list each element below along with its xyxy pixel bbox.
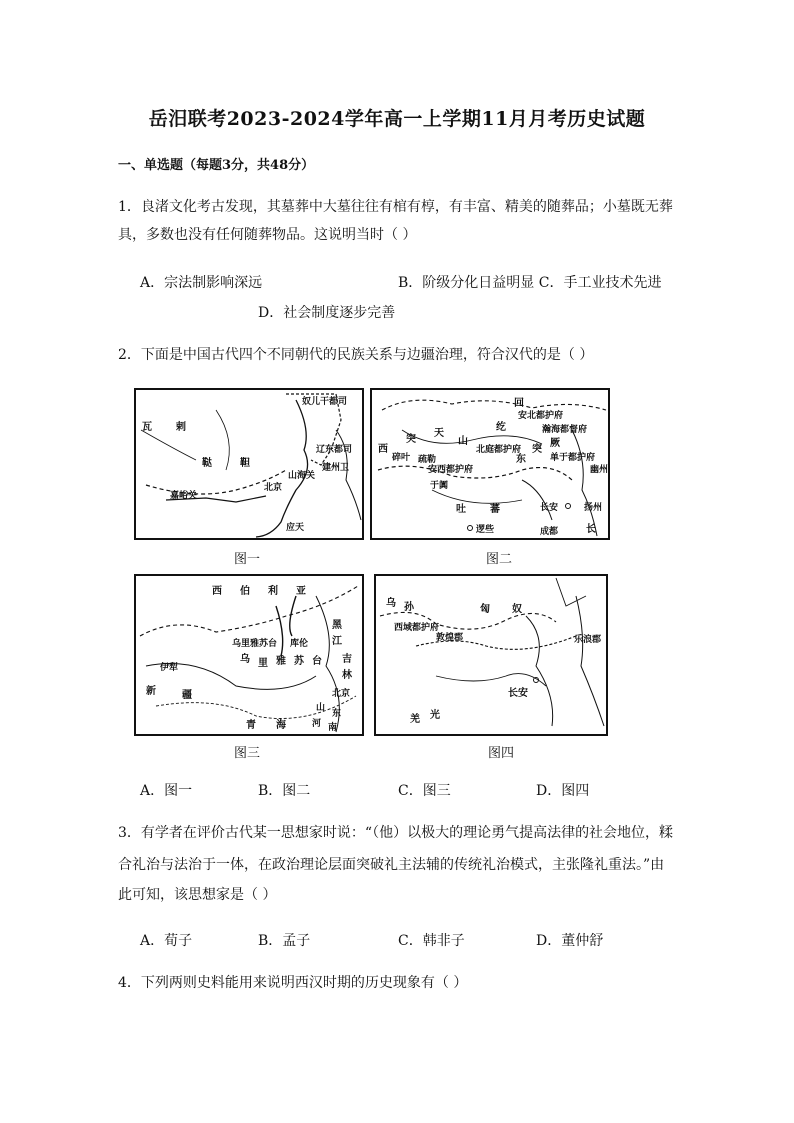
map-4-caption: 图四 <box>488 746 515 761</box>
map4-label-5: 敦煌郡 <box>436 633 464 643</box>
q2-option-b[interactable]: B．图二 <box>258 783 311 799</box>
q2-option-d[interactable]: D．图四 <box>536 783 590 799</box>
map1-label-1: 瓦 <box>142 422 152 433</box>
map-figure-1 <box>134 388 364 540</box>
map3-label-7: 雅 <box>276 656 286 667</box>
map1-label-7: 嘉峪关 <box>170 491 198 501</box>
map2-label-9: 东 <box>516 454 526 465</box>
map-1-caption: 图一 <box>234 552 261 567</box>
q3-option-c[interactable]: C．韩非子 <box>398 933 465 949</box>
map3-label-17: 江 <box>332 636 342 647</box>
map2-label-22: 成都 <box>540 527 559 537</box>
map3-label-5: 乌 <box>240 654 250 665</box>
map4-label-0: 乌 <box>386 598 396 609</box>
q1-stem-line2: 具，多数也没有任何随葬物品。这说明当时（ ） <box>118 227 417 243</box>
map3-label-24: 南 <box>328 723 338 733</box>
q1-option-a[interactable]: A．宗法制影响深远 <box>140 275 263 291</box>
map4-label-3: 奴 <box>512 604 522 615</box>
map3-label-21: 山 <box>316 703 326 713</box>
map3-label-3: 亚 <box>296 586 306 597</box>
map1-label-9: 山海关 <box>288 471 316 481</box>
map3-label-22: 东 <box>332 709 342 719</box>
map2-label-10: 突 <box>532 444 542 455</box>
map2-label-23: 扬州 <box>584 503 603 513</box>
map4-label-1: 孙 <box>404 602 414 613</box>
q3-option-b[interactable]: B．孟子 <box>258 933 311 949</box>
map2-label-18: 蕃 <box>490 504 500 515</box>
map3-label-0: 西 <box>212 586 222 597</box>
q3-stem-line1: 3．有学者在评价古代某一思想家时说：“（他）以极大的理论勇气提高法律的社会地位，糅 <box>118 825 674 841</box>
map2-label-17: 吐 <box>456 504 466 515</box>
map3-label-23: 河 <box>312 719 322 729</box>
map2-label-20: 长安 <box>540 503 559 513</box>
map2-label-16: 于阗 <box>430 481 449 491</box>
map3-label-14: 海 <box>276 720 286 731</box>
map1-label-4: 靼 <box>240 458 250 469</box>
map2-label-4: 西 <box>378 444 388 455</box>
map1-label-6: 建州卫 <box>322 463 350 473</box>
map3-label-4: 乌里雅苏台 <box>232 639 278 649</box>
map-figure-3 <box>134 574 364 736</box>
map3-label-2: 利 <box>268 586 278 597</box>
map1-label-5: 辽东都司 <box>316 445 353 455</box>
page-title: 岳汨联考2023-2024学年高一上学期11月月考历史试题 <box>148 108 646 130</box>
map2-label-12: 单于都护府 <box>550 453 596 463</box>
q3-stem-line2: 合礼治与法治于一体，在政治理论层面突破礼主法辅的传统礼治模式，主张隆礼重法。”由 <box>118 857 665 873</box>
map2-label-5: 突 <box>406 434 416 445</box>
map2-label-21: 幽州 <box>590 465 609 475</box>
map1-label-8: 北京 <box>264 483 283 493</box>
q3-option-a[interactable]: A．荀子 <box>140 933 193 949</box>
q1-stem-line1: 1．良渚文化考古发现，其墓葬中大墓往往有棺有椁，有丰富、精美的随葬品；小墓既无葬 <box>118 199 673 215</box>
map3-label-8: 苏 <box>294 656 304 667</box>
map-figure-2 <box>370 388 610 540</box>
map4-label-2: 匈 <box>480 604 490 615</box>
map3-label-13: 青 <box>246 720 256 731</box>
map-figure-4 <box>374 574 608 736</box>
map2-label-0: 回 <box>514 398 524 409</box>
map2-label-8: 北庭都护府 <box>476 445 522 455</box>
q1-option-bc[interactable]: B．阶级分化日益明显 C．手工业技术先进 <box>398 275 662 291</box>
map2-label-13: 碎叶 <box>392 453 411 463</box>
map4-label-6: 长安 <box>508 688 528 699</box>
map3-label-12: 疆 <box>182 690 192 701</box>
map-2-drawing <box>372 390 608 538</box>
section-heading: 一、单选题（每题3分，共48分） <box>118 158 315 173</box>
q3-option-d[interactable]: D．董仲舒 <box>536 933 604 949</box>
map4-label-9: 光 <box>430 710 440 721</box>
map1-label-10: 应天 <box>286 523 305 533</box>
q2-option-c[interactable]: C．图三 <box>398 783 451 799</box>
map3-label-20: 北京 <box>332 689 351 699</box>
map4-label-4: 西域都护府 <box>394 623 440 633</box>
map2-label-11: 厥 <box>550 438 560 449</box>
map3-label-11: 新 <box>146 686 156 697</box>
map2-label-19: 逻些 <box>476 525 495 535</box>
map4-label-8: 羌 <box>410 714 420 725</box>
map3-label-16: 黑 <box>332 620 342 631</box>
q4-stem: 4．下列两则史料能用来说明西汉时期的历史现象有（ ） <box>118 975 468 991</box>
map3-label-19: 林 <box>342 670 352 681</box>
map3-label-18: 吉 <box>342 654 352 665</box>
q2-stem: 2．下面是中国古代四个不同朝代的民族关系与边疆治理，符合汉代的是（ ） <box>118 347 594 363</box>
map3-label-9: 台 <box>312 656 322 667</box>
map2-label-2: 纥 <box>496 422 506 433</box>
map1-label-3: 鞑 <box>202 458 212 469</box>
map3-label-10: 伊犁 <box>160 663 179 673</box>
map2-label-14: 疏勒 <box>418 455 437 465</box>
map1-label-2: 剌 <box>176 422 186 433</box>
map2-label-3: 瀚海都督府 <box>542 425 588 435</box>
map-3-caption: 图三 <box>234 746 261 761</box>
map2-label-15: 安西都护府 <box>428 465 474 475</box>
map2-label-7: 山 <box>458 436 468 447</box>
map2-label-6: 天 <box>434 428 444 439</box>
q2-option-a[interactable]: A．图一 <box>140 783 193 799</box>
map2-label-1: 安北都护府 <box>518 411 564 421</box>
map-2-caption: 图二 <box>486 552 513 567</box>
map3-label-1: 伯 <box>240 586 250 597</box>
map1-label-0: 奴儿干都司 <box>302 397 348 407</box>
map3-label-6: 里 <box>258 658 268 669</box>
q1-option-d[interactable]: D．社会制度逐步完善 <box>258 305 396 321</box>
map3-label-15: 库伦 <box>290 639 309 649</box>
map2-label-24: 长 <box>586 524 596 535</box>
q3-stem-line3: 此可知，该思想家是（ ） <box>118 887 277 903</box>
map4-label-7: 乐浪郡 <box>574 635 602 645</box>
